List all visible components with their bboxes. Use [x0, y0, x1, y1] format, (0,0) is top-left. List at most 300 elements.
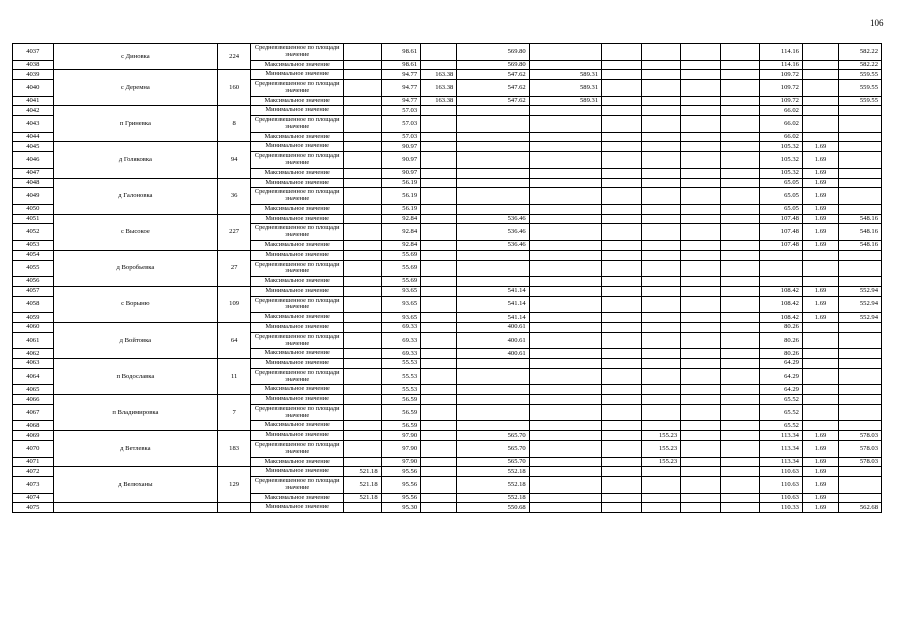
row-id: 4045: [13, 142, 54, 152]
value-cell: [641, 286, 681, 296]
value-cell: 578.03: [839, 431, 882, 441]
value-cell: [720, 44, 760, 61]
value-cell: 559.55: [839, 80, 882, 97]
value-cell: 1.69: [802, 142, 838, 152]
table-row: [13, 359, 882, 369]
value-kind: Максимальное значение: [251, 493, 344, 503]
value-cell: [457, 178, 529, 188]
value-cell: 562.68: [839, 503, 882, 513]
value-cell: [839, 250, 882, 260]
value-cell: [344, 106, 381, 116]
value-cell: [421, 260, 457, 277]
value-cell: [720, 493, 760, 503]
value-cell: [681, 421, 721, 431]
table-row: [13, 467, 882, 477]
value-cell: 1.69: [802, 224, 838, 241]
value-cell: [720, 359, 760, 369]
value-kind: Минимальное значение: [251, 106, 344, 116]
value-cell: 108.42: [760, 286, 803, 296]
row-id: 4042: [13, 106, 54, 116]
value-kind: Минимальное значение: [251, 431, 344, 441]
row-id: 4050: [13, 204, 54, 214]
value-cell: 541.14: [457, 296, 529, 313]
value-cell: [421, 457, 457, 467]
value-cell: [602, 152, 642, 169]
value-cell: 56.59: [381, 404, 421, 421]
value-cell: 1.69: [802, 457, 838, 467]
row-id: 4038: [13, 60, 54, 70]
value-cell: 1.69: [802, 188, 838, 205]
value-cell: [760, 277, 803, 287]
value-cell: [720, 296, 760, 313]
value-cell: [457, 404, 529, 421]
value-cell: [529, 313, 601, 323]
value-cell: [681, 322, 721, 332]
value-cell: 1.69: [802, 178, 838, 188]
value-cell: [839, 277, 882, 287]
value-cell: 552.94: [839, 296, 882, 313]
value-cell: [802, 349, 838, 359]
value-cell: 536.46: [457, 224, 529, 241]
value-cell: 108.42: [760, 296, 803, 313]
value-cell: [681, 385, 721, 395]
value-cell: 94.77: [381, 96, 421, 106]
value-cell: 559.55: [839, 70, 882, 80]
row-id: 4055: [13, 260, 54, 277]
value-cell: [681, 142, 721, 152]
row-id: 4060: [13, 322, 54, 332]
value-cell: 113.34: [760, 457, 803, 467]
row-id: 4047: [13, 168, 54, 178]
value-cell: [720, 188, 760, 205]
value-cell: 1.69: [802, 431, 838, 441]
value-cell: 97.90: [381, 457, 421, 467]
value-cell: [839, 368, 882, 385]
value-cell: [602, 260, 642, 277]
value-cell: 1.69: [802, 296, 838, 313]
value-cell: [760, 260, 803, 277]
value-cell: [344, 204, 381, 214]
value-cell: 55.69: [381, 277, 421, 287]
value-cell: [457, 204, 529, 214]
value-cell: [602, 168, 642, 178]
value-cell: [681, 296, 721, 313]
value-cell: [839, 404, 882, 421]
row-id: 4073: [13, 477, 54, 494]
value-cell: [641, 142, 681, 152]
row-id: 4062: [13, 349, 54, 359]
value-cell: [344, 250, 381, 260]
value-cell: 93.65: [381, 296, 421, 313]
value-cell: [681, 332, 721, 349]
value-cell: [529, 404, 601, 421]
value-cell: [802, 368, 838, 385]
value-cell: [529, 178, 601, 188]
value-kind: Средневзвешенное по площади значение: [251, 477, 344, 494]
value-cell: [421, 503, 457, 513]
value-cell: 521.18: [344, 477, 381, 494]
value-kind: Минимальное значение: [251, 322, 344, 332]
value-cell: [641, 260, 681, 277]
table-row: [13, 70, 882, 80]
value-cell: [802, 359, 838, 369]
value-cell: [421, 178, 457, 188]
value-cell: [681, 204, 721, 214]
value-cell: 589.31: [529, 70, 601, 80]
value-cell: 569.80: [457, 60, 529, 70]
value-cell: [720, 96, 760, 106]
value-cell: 90.97: [381, 168, 421, 178]
value-cell: [344, 260, 381, 277]
value-cell: 55.69: [381, 260, 421, 277]
value-cell: 114.16: [760, 60, 803, 70]
value-cell: [681, 493, 721, 503]
value-cell: [641, 152, 681, 169]
value-cell: [529, 260, 601, 277]
value-cell: [641, 116, 681, 133]
value-cell: [681, 96, 721, 106]
value-cell: [641, 96, 681, 106]
value-cell: [421, 404, 457, 421]
value-cell: [602, 385, 642, 395]
settlement-population: 36: [218, 178, 251, 214]
value-cell: [720, 168, 760, 178]
value-cell: [529, 214, 601, 224]
value-cell: [802, 277, 838, 287]
value-cell: [529, 116, 601, 133]
value-cell: 550.68: [457, 503, 529, 513]
settlement-population: 224: [218, 44, 251, 70]
value-cell: [457, 421, 529, 431]
value-cell: [681, 214, 721, 224]
value-kind: Минимальное значение: [251, 214, 344, 224]
value-cell: [839, 152, 882, 169]
value-cell: 1.69: [802, 168, 838, 178]
settlement-name: д Галоновка: [53, 178, 218, 214]
value-cell: [421, 152, 457, 169]
value-cell: [681, 395, 721, 405]
value-cell: 56.19: [381, 188, 421, 205]
settlement-name: д Голяковка: [53, 142, 218, 178]
value-kind: Средневзвешенное по площади значение: [251, 152, 344, 169]
value-cell: 65.05: [760, 178, 803, 188]
value-kind: Средневзвешенное по площади значение: [251, 80, 344, 97]
value-cell: [839, 322, 882, 332]
value-cell: [602, 60, 642, 70]
table-row: [13, 503, 882, 513]
value-cell: [344, 359, 381, 369]
value-cell: 113.34: [760, 431, 803, 441]
value-cell: [421, 60, 457, 70]
value-kind: Средневзвешенное по площади значение: [251, 332, 344, 349]
value-kind: Средневзвешенное по площади значение: [251, 404, 344, 421]
value-cell: [641, 421, 681, 431]
value-cell: 94.77: [381, 80, 421, 97]
value-cell: [760, 250, 803, 260]
row-id: 4049: [13, 188, 54, 205]
value-cell: [720, 457, 760, 467]
value-cell: [344, 441, 381, 458]
value-cell: [641, 322, 681, 332]
row-id: 4072: [13, 467, 54, 477]
settlement-population: 7: [218, 395, 251, 431]
value-cell: 66.02: [760, 106, 803, 116]
value-cell: [602, 142, 642, 152]
value-cell: [802, 116, 838, 133]
settlement-population: 183: [218, 431, 251, 467]
value-cell: 64.29: [760, 385, 803, 395]
value-kind: Средневзвешенное по площади значение: [251, 44, 344, 61]
value-cell: 163.38: [421, 80, 457, 97]
value-cell: 65.05: [760, 204, 803, 214]
value-cell: [720, 404, 760, 421]
value-cell: [681, 152, 721, 169]
value-cell: [681, 359, 721, 369]
table-row: [13, 106, 882, 116]
value-cell: 80.26: [760, 332, 803, 349]
value-cell: 56.59: [381, 395, 421, 405]
value-cell: [641, 214, 681, 224]
value-cell: [529, 322, 601, 332]
value-cell: [602, 477, 642, 494]
value-cell: [344, 80, 381, 97]
value-cell: [720, 441, 760, 458]
value-cell: 110.33: [760, 503, 803, 513]
value-cell: 155.23: [641, 441, 681, 458]
value-cell: [720, 349, 760, 359]
value-cell: 80.26: [760, 349, 803, 359]
value-cell: [802, 260, 838, 277]
value-cell: 1.69: [802, 152, 838, 169]
value-cell: [457, 168, 529, 178]
value-cell: 552.18: [457, 493, 529, 503]
value-cell: 541.14: [457, 313, 529, 323]
value-cell: [720, 178, 760, 188]
value-cell: [720, 106, 760, 116]
value-cell: [720, 421, 760, 431]
value-cell: 536.46: [457, 240, 529, 250]
value-cell: 110.63: [760, 477, 803, 494]
value-cell: [720, 322, 760, 332]
value-cell: [802, 44, 838, 61]
value-cell: 65.52: [760, 404, 803, 421]
value-cell: [681, 277, 721, 287]
value-kind: Максимальное значение: [251, 457, 344, 467]
value-cell: [529, 106, 601, 116]
value-cell: [681, 132, 721, 142]
value-kind: Минимальное значение: [251, 286, 344, 296]
table-row: [13, 395, 882, 405]
value-cell: [602, 178, 642, 188]
value-cell: 95.56: [381, 467, 421, 477]
value-cell: [602, 106, 642, 116]
value-kind: Минимальное значение: [251, 142, 344, 152]
table-row: [13, 44, 882, 61]
value-cell: [529, 142, 601, 152]
row-id: 4057: [13, 286, 54, 296]
value-cell: [802, 70, 838, 80]
value-cell: 107.48: [760, 240, 803, 250]
value-kind: Минимальное значение: [251, 503, 344, 513]
value-cell: [720, 132, 760, 142]
value-kind: Максимальное значение: [251, 240, 344, 250]
value-cell: [839, 421, 882, 431]
value-cell: 582.22: [839, 44, 882, 61]
value-cell: 552.18: [457, 477, 529, 494]
row-id: 4064: [13, 368, 54, 385]
row-id: 4037: [13, 44, 54, 61]
value-kind: Максимальное значение: [251, 313, 344, 323]
settlement-population: 227: [218, 214, 251, 250]
value-cell: 66.02: [760, 132, 803, 142]
value-cell: 547.62: [457, 70, 529, 80]
value-cell: [802, 385, 838, 395]
value-cell: [602, 204, 642, 214]
value-cell: 578.03: [839, 457, 882, 467]
settlement-population: 27: [218, 250, 251, 286]
value-cell: [602, 313, 642, 323]
value-kind: Максимальное значение: [251, 96, 344, 106]
row-id: 4063: [13, 359, 54, 369]
value-cell: [839, 106, 882, 116]
value-cell: [681, 168, 721, 178]
value-cell: 1.69: [802, 477, 838, 494]
row-id: 4044: [13, 132, 54, 142]
value-cell: [802, 421, 838, 431]
value-cell: [421, 477, 457, 494]
value-cell: [641, 132, 681, 142]
value-cell: [602, 250, 642, 260]
value-cell: [344, 116, 381, 133]
value-cell: [641, 477, 681, 494]
value-cell: [839, 349, 882, 359]
row-id: 4052: [13, 224, 54, 241]
value-cell: [529, 286, 601, 296]
value-cell: [720, 116, 760, 133]
value-cell: [602, 296, 642, 313]
value-cell: 400.61: [457, 332, 529, 349]
value-cell: 105.32: [760, 152, 803, 169]
price-table: [12, 43, 882, 513]
value-cell: 559.55: [839, 96, 882, 106]
value-cell: [421, 349, 457, 359]
value-cell: [344, 395, 381, 405]
value-cell: [457, 250, 529, 260]
value-cell: [344, 152, 381, 169]
value-cell: [681, 80, 721, 97]
value-cell: 548.16: [839, 240, 882, 250]
value-cell: [720, 385, 760, 395]
value-cell: [529, 467, 601, 477]
value-cell: [602, 322, 642, 332]
row-id: 4056: [13, 277, 54, 287]
value-cell: [681, 178, 721, 188]
row-id: 4046: [13, 152, 54, 169]
value-cell: [641, 178, 681, 188]
value-cell: 110.63: [760, 493, 803, 503]
value-cell: 1.69: [802, 240, 838, 250]
value-cell: 1.69: [802, 503, 838, 513]
value-cell: [529, 421, 601, 431]
value-cell: [681, 457, 721, 467]
value-cell: [839, 260, 882, 277]
value-cell: 55.53: [381, 385, 421, 395]
value-cell: 547.62: [457, 80, 529, 97]
value-cell: 109.72: [760, 80, 803, 97]
value-cell: [421, 332, 457, 349]
value-cell: [839, 477, 882, 494]
value-cell: 90.97: [381, 142, 421, 152]
value-cell: [839, 395, 882, 405]
value-cell: 114.16: [760, 44, 803, 61]
value-cell: [720, 313, 760, 323]
value-cell: [421, 322, 457, 332]
value-cell: 155.23: [641, 431, 681, 441]
settlement-population: 64: [218, 322, 251, 358]
value-cell: [529, 395, 601, 405]
table-row: [13, 322, 882, 332]
value-cell: [802, 322, 838, 332]
settlement-name: п Гриневка: [53, 106, 218, 142]
value-cell: [681, 44, 721, 61]
value-cell: [421, 277, 457, 287]
value-cell: [641, 349, 681, 359]
value-cell: [602, 421, 642, 431]
value-cell: 541.14: [457, 286, 529, 296]
value-cell: [344, 277, 381, 287]
value-cell: 1.69: [802, 204, 838, 214]
value-cell: 90.97: [381, 152, 421, 169]
value-cell: [344, 332, 381, 349]
value-cell: [602, 359, 642, 369]
settlement-population: 8: [218, 106, 251, 142]
value-cell: 589.31: [529, 80, 601, 97]
value-cell: [602, 457, 642, 467]
value-cell: [529, 44, 601, 61]
value-kind: Средневзвешенное по площади значение: [251, 368, 344, 385]
value-cell: 1.69: [802, 313, 838, 323]
value-cell: 95.56: [381, 477, 421, 494]
value-cell: 92.84: [381, 240, 421, 250]
value-cell: [641, 188, 681, 205]
value-cell: [457, 395, 529, 405]
value-cell: [602, 214, 642, 224]
value-cell: [344, 240, 381, 250]
value-cell: [641, 250, 681, 260]
value-cell: [839, 168, 882, 178]
value-cell: [720, 395, 760, 405]
value-cell: [641, 204, 681, 214]
value-cell: [457, 368, 529, 385]
value-cell: [720, 286, 760, 296]
value-cell: [681, 503, 721, 513]
value-cell: 97.90: [381, 431, 421, 441]
value-kind: Минимальное значение: [251, 178, 344, 188]
value-cell: [344, 349, 381, 359]
value-cell: [457, 277, 529, 287]
value-cell: [839, 178, 882, 188]
value-cell: 536.46: [457, 214, 529, 224]
value-cell: 578.03: [839, 441, 882, 458]
value-cell: [839, 132, 882, 142]
value-cell: [681, 441, 721, 458]
settlement-name: [53, 503, 218, 513]
settlement-population: [218, 503, 251, 513]
row-id: 4068: [13, 421, 54, 431]
value-kind: Минимальное значение: [251, 395, 344, 405]
value-cell: [457, 132, 529, 142]
value-cell: [641, 395, 681, 405]
